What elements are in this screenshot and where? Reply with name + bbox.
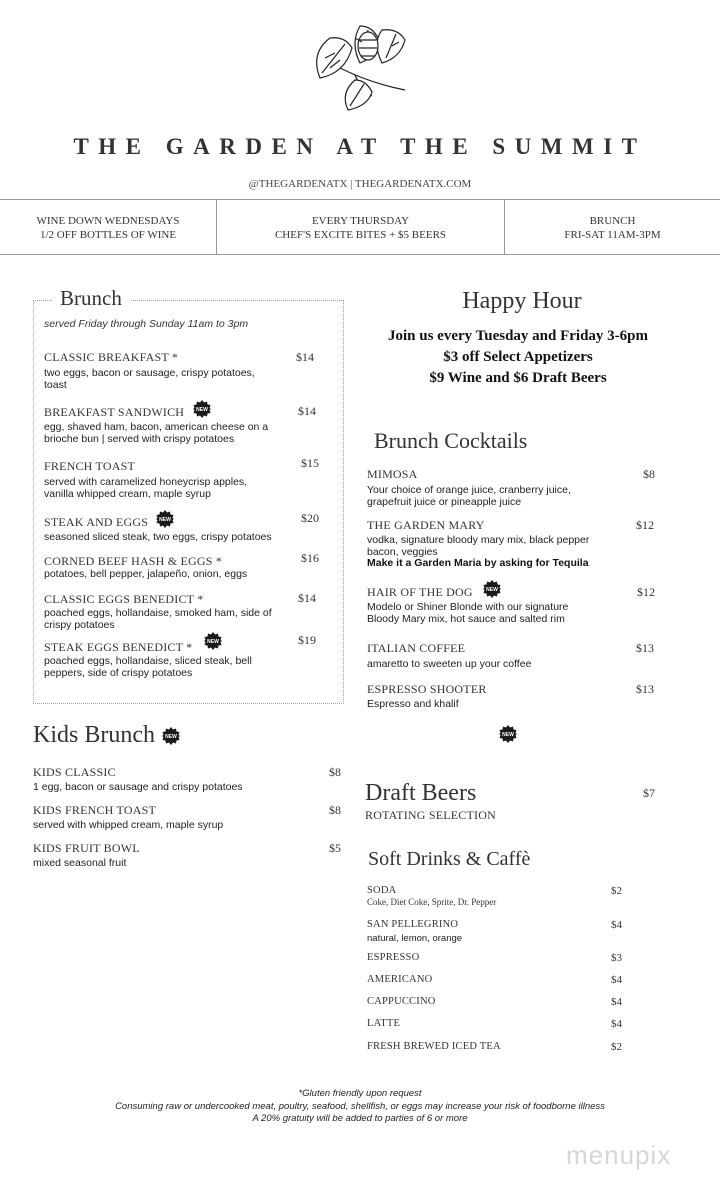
brunch-item-desc: poached eggs, hollandaise, smoked ham, side of <box>44 607 272 619</box>
cocktail-desc: vodka, signature bloody mary mix, black pepper <box>367 534 590 546</box>
cocktail-desc: Bloody Mary mix, hot sauce and salted rim <box>367 613 565 625</box>
soft-drink-price: $4 <box>611 996 622 1008</box>
soft-drink-price: $4 <box>611 974 622 986</box>
soft-drink-name: CAPPUCCINO <box>367 996 436 1007</box>
brunch-item-price: $16 <box>301 551 319 565</box>
leaf-hops-logo-icon <box>300 18 420 118</box>
brunch-item-desc: vanilla whipped cream, maple syrup <box>44 488 211 500</box>
soft-drink-price: $4 <box>611 919 622 931</box>
brunch-item-desc: brioche bun | served with crispy potatoes <box>44 433 235 445</box>
brunch-item-name: CORNED BEEF HASH & EGGS * <box>44 554 223 568</box>
kids-brunch-title: Kids Brunch <box>33 722 155 748</box>
soft-drink-desc: Coke, Diet Coke, Sprite, Dr. Pepper <box>367 897 497 907</box>
soft-drink-price: $4 <box>611 1018 622 1030</box>
soft-drink-price: $2 <box>611 885 622 897</box>
cocktail-price: $13 <box>636 641 654 655</box>
cocktail-desc: Your choice of orange juice, cranberry juice, <box>367 484 571 496</box>
brunch-item-desc: seasoned sliced steak, two eggs, crispy potatoes <box>44 531 272 543</box>
kids-item-name: KIDS FRENCH TOAST <box>33 803 156 817</box>
soft-drink-price: $3 <box>611 952 622 964</box>
brunch-item-desc: peppers, side of crispy potatoes <box>44 667 193 679</box>
brunch-item-price: $14 <box>298 404 316 418</box>
soft-drink-name: FRESH BREWED ICED TEA <box>367 1041 501 1052</box>
cocktail-price: $13 <box>636 682 654 696</box>
promo-wine-down <box>0 200 216 254</box>
soft-drink-name: ESPRESSO <box>367 952 420 963</box>
cocktail-price: $12 <box>636 518 654 532</box>
footer-gluten-note: *Gluten friendly upon request <box>298 1088 422 1099</box>
new-badge-icon <box>193 400 211 418</box>
new-badge-icon <box>483 580 501 598</box>
new-badge-text: NEW <box>196 407 208 413</box>
soft-drink-name: AMERICANO <box>367 974 433 985</box>
kids-item-desc: 1 egg, bacon or sausage and crispy potatoes <box>33 781 243 793</box>
brunch-item-desc: potatoes, bell pepper, jalapeño, onion, eggs <box>44 568 248 580</box>
cocktail-desc: grapefruit juice or pineapple juice <box>367 496 522 508</box>
kids-item-price: $8 <box>329 765 341 779</box>
cocktail-name: THE GARDEN MARY <box>367 518 485 532</box>
draft-beers-desc: ROTATING SELECTION <box>365 808 496 822</box>
happy-hour-line: $3 off Select Appetizers <box>443 349 593 365</box>
new-badge-icon <box>204 632 222 650</box>
promo-bar <box>0 199 720 255</box>
watermark: menupix <box>566 1140 672 1170</box>
promo-title: BRUNCH <box>589 215 636 227</box>
kids-item-name: KIDS CLASSIC <box>33 765 116 779</box>
happy-hour-line: $9 Wine and $6 Draft Beers <box>429 370 607 386</box>
promo-title: EVERY THURSDAY <box>311 215 410 227</box>
new-badge-icon <box>499 725 517 743</box>
cocktail-desc: Espresso and khalif <box>367 698 459 710</box>
kids-item-desc: served with whipped cream, maple syrup <box>33 819 224 831</box>
promo-detail: CHEF'S EXCITE BITES + $5 BEERS <box>274 229 447 241</box>
brunch-item-price: $14 <box>298 591 316 605</box>
brunch-title: Brunch <box>52 286 130 311</box>
promo-thursday <box>216 200 504 254</box>
cocktail-desc: Modelo or Shiner Blonde with our signature <box>367 601 569 613</box>
kids-item-desc: mixed seasonal fruit <box>33 857 127 869</box>
cocktail-price: $8 <box>643 467 655 481</box>
brunch-item-name: CLASSIC BREAKFAST * <box>44 350 179 364</box>
brunch-item-price: $20 <box>301 511 319 525</box>
cocktail-name: ITALIAN COFFEE <box>367 641 466 655</box>
brunch-item-name: STEAK EGGS BENEDICT * <box>44 640 193 654</box>
promo-brunch <box>504 200 720 254</box>
new-badge-icon <box>156 510 174 528</box>
new-badge-text: NEW <box>486 587 498 593</box>
brunch-item-name: BREAKFAST SANDWICH <box>44 405 185 419</box>
draft-beers-title: Draft Beers <box>365 780 477 806</box>
soft-drink-price: $2 <box>611 1041 622 1053</box>
cocktail-price: $12 <box>637 585 655 599</box>
brunch-item-price: $15 <box>301 456 319 470</box>
brunch-item-desc: served with caramelized honeycrisp apples, <box>44 476 248 488</box>
logo <box>300 18 420 118</box>
soft-drink-name: LATTE <box>367 1018 401 1029</box>
new-badge-text: NEW <box>165 734 177 740</box>
cocktail-name: ESPRESSO SHOOTER <box>367 682 487 696</box>
new-badge-icon <box>162 727 180 745</box>
happy-hour-line: Join us every Tuesday and Friday 3-6pm <box>387 328 649 344</box>
cocktail-note: Make it a Garden Maria by asking for Tequila <box>367 557 589 569</box>
brunch-item-name: FRENCH TOAST <box>44 459 135 473</box>
cocktail-desc: amaretto to sweeten up your coffee <box>367 658 532 670</box>
brunch-item-desc: crispy potatoes <box>44 619 115 631</box>
cocktail-name: MIMOSA <box>367 467 418 481</box>
new-badge-text: NEW <box>207 639 219 645</box>
brunch-item-name: STEAK AND EGGS <box>44 515 149 529</box>
soft-drink-name: SODA <box>367 885 397 896</box>
kids-item-price: $8 <box>329 803 341 817</box>
brunch-item-desc: two eggs, bacon or sausage, crispy potatoes, <box>44 367 255 379</box>
kids-item-name: KIDS FRUIT BOWL <box>33 841 140 855</box>
happy-hour-title: Happy Hour <box>462 288 582 314</box>
new-badge-text: NEW <box>159 517 171 523</box>
brunch-item-desc: egg, shaved ham, bacon, american cheese on a <box>44 421 269 433</box>
promo-detail: 1/2 OFF BOTTLES OF WINE <box>39 229 177 241</box>
brunch-item-price: $19 <box>298 633 316 647</box>
brunch-item-price: $14 <box>296 350 314 364</box>
promo-detail: FRI-SAT 11AM-3PM <box>564 229 661 241</box>
cocktail-desc: bacon, veggies <box>367 546 438 558</box>
soft-drink-desc: natural, lemon, orange <box>367 933 463 944</box>
footer-health-warning: Consuming raw or undercooked meat, poultry, seafood, shellfish, or eggs may increase your risk of foodborne illness <box>115 1101 605 1112</box>
footer-gratuity-note: A 20% gratuity will be added to parties of 6 or more <box>252 1113 468 1124</box>
page-title: THE GARDEN AT THE SUMMIT <box>73 134 647 159</box>
brunch-item-desc: toast <box>44 379 67 391</box>
soft-drink-name: SAN PELLEGRINO <box>367 919 459 930</box>
brunch-item-name: CLASSIC EGGS BENEDICT * <box>44 592 204 606</box>
social-links[interactable]: @THEGARDENATX | THEGARDENATX.COM <box>248 178 472 190</box>
soft-drinks-title: Soft Drinks & Caffè <box>368 848 531 870</box>
new-badge-text: NEW <box>502 732 514 738</box>
brunch-subtitle: served Friday through Sunday 11am to 3pm <box>44 318 249 330</box>
cocktail-name: HAIR OF THE DOG <box>367 585 473 599</box>
promo-title: WINE DOWN WEDNESDAYS <box>36 215 180 227</box>
kids-item-price: $5 <box>329 841 341 855</box>
brunch-item-desc: poached eggs, hollandaise, sliced steak, bell <box>44 655 252 667</box>
draft-beers-price: $7 <box>643 786 655 800</box>
brunch-cocktails-title: Brunch Cocktails <box>374 428 528 453</box>
